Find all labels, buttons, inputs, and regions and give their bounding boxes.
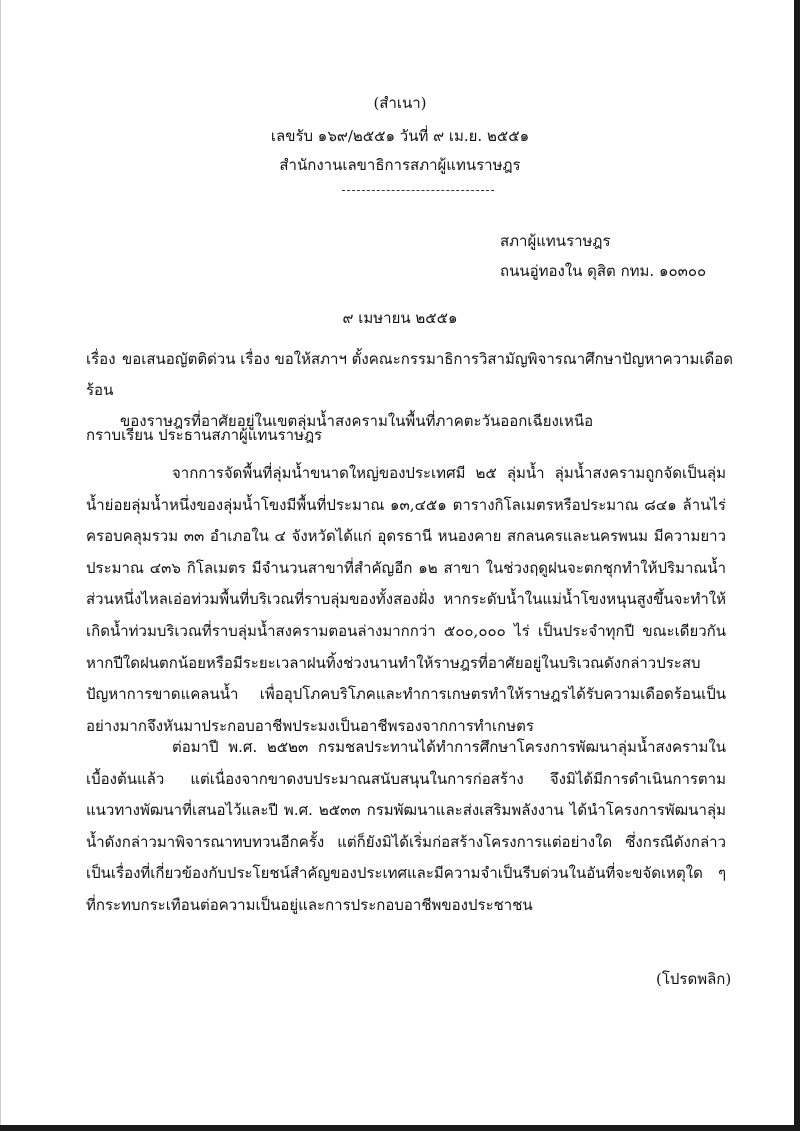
letter-date: ๙ เมษายน ๒๕๕๑: [342, 309, 458, 327]
subject-line2: ของราษฎรที่อาศัยอยู่ในเขตลุ่มน้ำสงครามในพื้นที่ภาคตะวันออกเฉียงเหนือ: [120, 412, 594, 430]
sender-address-line1: สภาผู้แทนราษฎร: [500, 232, 611, 250]
sender-address-line2: ถนนอู่ทองใน ดุสิต กทม. ๑๐๓๐๐: [500, 262, 707, 280]
scan-edge-bottom: [0, 1125, 800, 1131]
receipt-number: เลขรับ ๑๖๙/๒๕๕๑ วันที่ ๙ เม.ย. ๒๕๕๑: [270, 127, 530, 145]
header-divider: [342, 190, 494, 191]
scan-edge-right: [794, 0, 800, 1131]
body-paragraph-2: ต่อมาปี พ.ศ. ๒๕๒๓ กรมชลประทานได้ทำการศึกษาโครงการพัฒนาลุ่มน้ำสงครามในเบื้องต้นแล้ว แต่เนื่องจากขาดงบประมาณสนับสนุนในการก่อสร้าง จึงมิได้มีการดำเนินการตามแนวทางพัฒนาที่เสนอไว้และปี พ.ศ. ๒๕๓๓ กรมพัฒนาและส่งเสริมพลังงาน ได้นำโครงการพัฒนาลุ่มน้ำดังกล่าวมาพิจารณาทบทวนอีกครั้ง แต่ก็ยังมิได้เริ่มก่อสร้างโครงการแต่อย่างใด ซึ่งกรณีดังกล่าวเป็นเรื่องที่เกี่ยวข้องกับประโยชน์สำคัญของประเทศและมีความจำเป็นรีบด่วนในอันที่จะขจัดเหตุใด ๆ ที่กระทบกระเทือนต่อความเป็นอยู่และการประกอบอาชีพของประชาชน: [86, 738, 726, 914]
subject-line1: ขอเสนอญัตติด่วน เรื่อง ขอให้สภาฯ ตั้งคณะกรรมาธิการวิสามัญพิจารณาศึกษาปัญหาความเดือดร้อน: [86, 350, 734, 399]
copy-mark: (สำเนา): [373, 94, 427, 112]
turn-over-note: (โปรดพลิก): [656, 970, 732, 988]
receiving-office: สำนักงานเลขาธิการสภาผู้แทนราษฎร: [279, 156, 521, 174]
salutation: กราบเรียน ประธานสภาผู้แทนราษฎร: [86, 426, 323, 444]
body-paragraph-1: จากการจัดพื้นที่ลุ่มน้ำขนาดใหญ่ของประเทศมี ๒๕ ลุ่มน้ำ ลุ่มน้ำสงครามถูกจัดเป็นลุ่มน้ำย่อยลุ่มน้ำหนึ่งของลุ่มน้ำโขงมีพื้นที่ประมาณ ๑๓,๔๕๑ ตารางกิโลเมตรหรือประมาณ ๘๔๑ ล้านไร่ ครอบคลุมรวม ๓๓ อำเภอใน ๔ จังหวัดได้แก่ อุดรธานี หนองคาย สกลนครและนครพนม มีความยาวประมาณ ๔๓๖ กิโลเมตร มีจำนวนสาขาที่สำคัญอีก ๑๒ สาขา ในช่วงฤดูฝนจะตกชุกทำให้ปริมาณน้ำส่วนหนึ่งไหลเอ่อท่วมพื้นที่บริเวณที่ราบลุ่มของทั้งสองฝั่ง หากระดับน้ำในแม่น้ำโขงหนุนสูงขึ้นจะทำให้เกิดน้ำท่วมบริเวณที่ราบลุ่มน้ำสงครามตอนล่างมากกว่า ๕๐๐,๐๐๐ ไร่ เป็นประจำทุกปี ขณะเดียวกันหากปีใดฝนตกน้อยหรือมีระยะเวลาฝนทิ้งช่วงนานทำให้ราษฎรที่อาศัยอยู่ในบริเวณดังกล่าวประสบปัญหาการขาดแคลนน้ำ เพื่ออุปโภคบริโภคและทำการเกษตรทำให้ราษฎรได้รับความเดือดร้อนเป็นอย่างมากจึงหันมาประกอบอาชีพประมงเป็นอาชีพรองจากการทำเกษตร: [86, 464, 726, 735]
subject-label: เรื่อง: [86, 350, 116, 368]
